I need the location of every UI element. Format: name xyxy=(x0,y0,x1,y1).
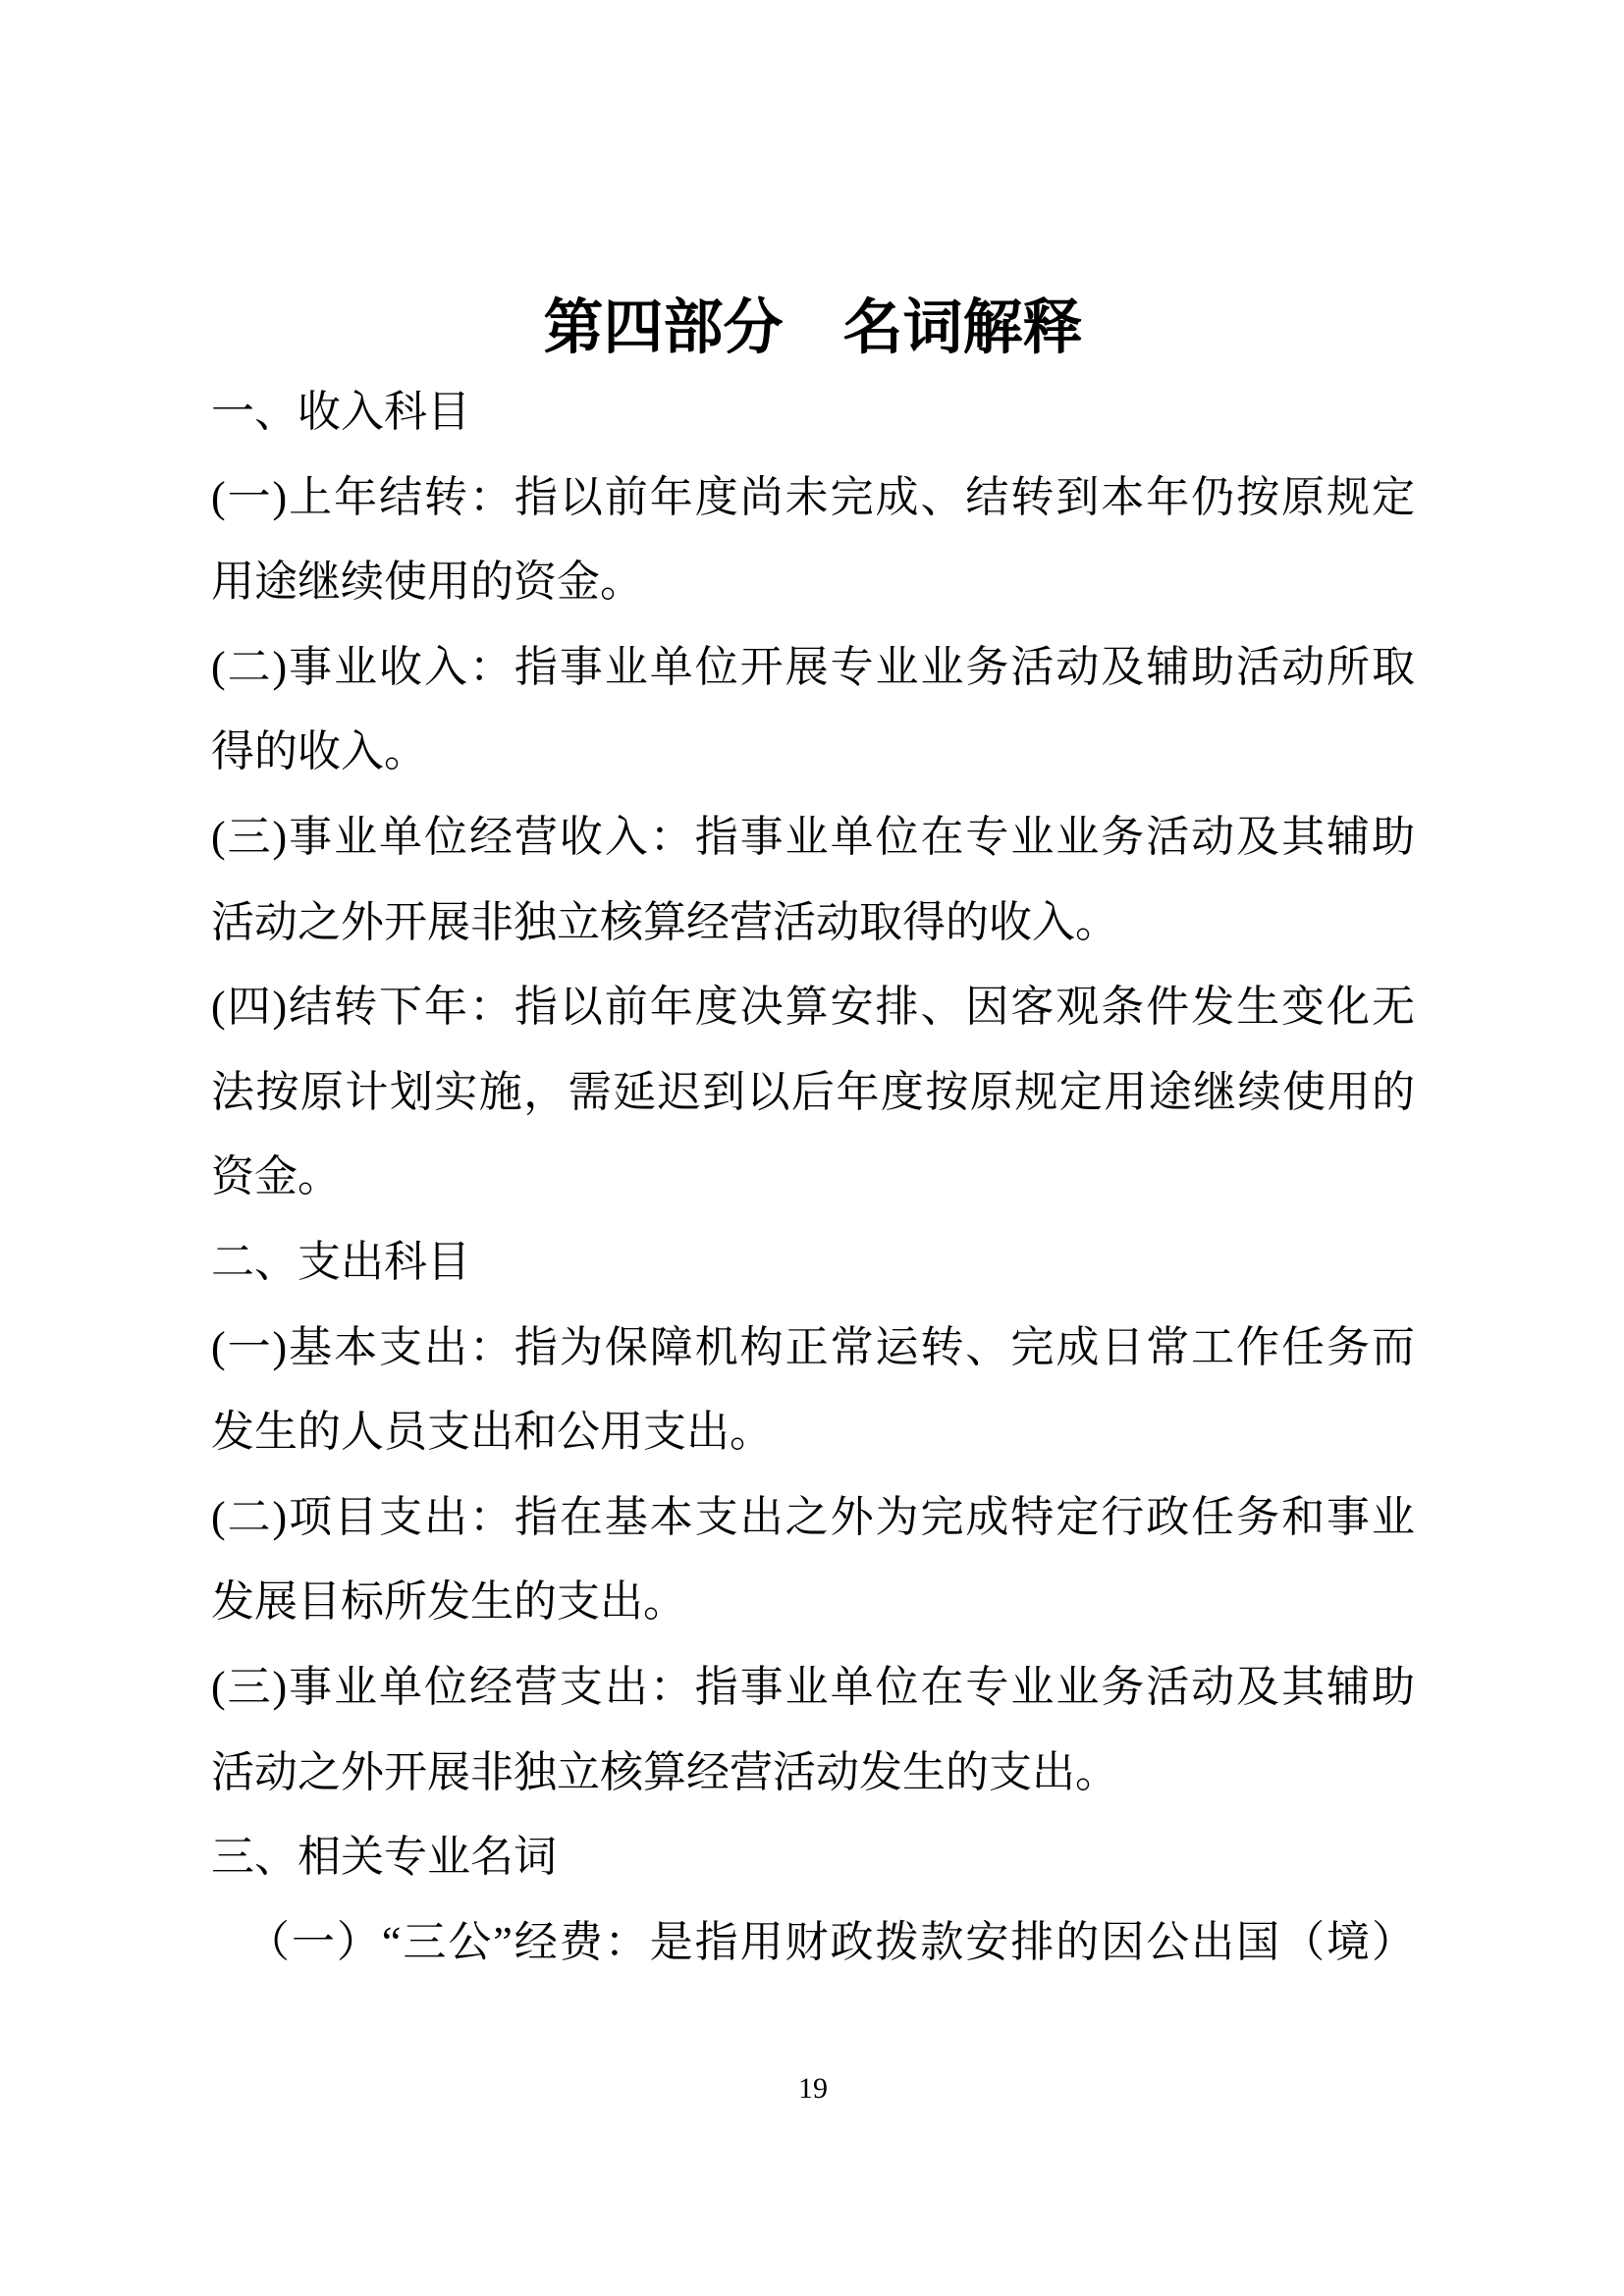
text-line: (二)事业收入：指事业单位开展专业业务活动及辅助活动所取 xyxy=(211,643,1415,691)
text-line: 发生的人员支出和公用支出。 xyxy=(211,1408,773,1456)
text-line: 用途继续使用的资金。 xyxy=(211,558,643,606)
text-line: 活动之外开展非独立核算经营活动取得的收入。 xyxy=(211,898,1118,946)
text-line: 活动之外开展非独立核算经营活动发生的支出。 xyxy=(211,1748,1118,1796)
text-line: 法按原计划实施，需延迟到以后年度按原规定用途继续使用的 xyxy=(211,1068,1415,1116)
text-line: 三、相关专业名词 xyxy=(211,1833,557,1881)
text-line: (三)事业单位经营支出：指事业单位在专业业务活动及其辅助 xyxy=(211,1663,1415,1711)
text-line: 发展目标所发生的支出。 xyxy=(211,1577,686,1626)
text-line: 一、收入科目 xyxy=(211,388,470,436)
text-line: (三)事业单位经营收入：指事业单位在专业业务活动及其辅助 xyxy=(211,813,1415,861)
text-line: (四)结转下年：指以前年度决算安排、因客观条件发生变化无 xyxy=(211,983,1415,1031)
text-line: （一）“三公”经费：是指用财政拨款安排的因公出国（境） xyxy=(246,1918,1415,1966)
text-line: (一)上年结转：指以前年度尚未完成、结转到本年仍按原规定 xyxy=(211,473,1415,521)
text-line: 二、支出科目 xyxy=(211,1238,470,1286)
text-line: (一)基本支出：指为保障机构正常运转、完成日常工作任务而 xyxy=(211,1323,1415,1371)
page-title: 第四部分 名词解释 xyxy=(543,295,1083,361)
page-number: 19 xyxy=(798,2072,828,2105)
text-line: (二)项目支出：指在基本支出之外为完成特定行政任务和事业 xyxy=(211,1493,1415,1541)
text-line: 资金。 xyxy=(211,1152,341,1201)
text-line: 得的收入。 xyxy=(211,727,427,775)
